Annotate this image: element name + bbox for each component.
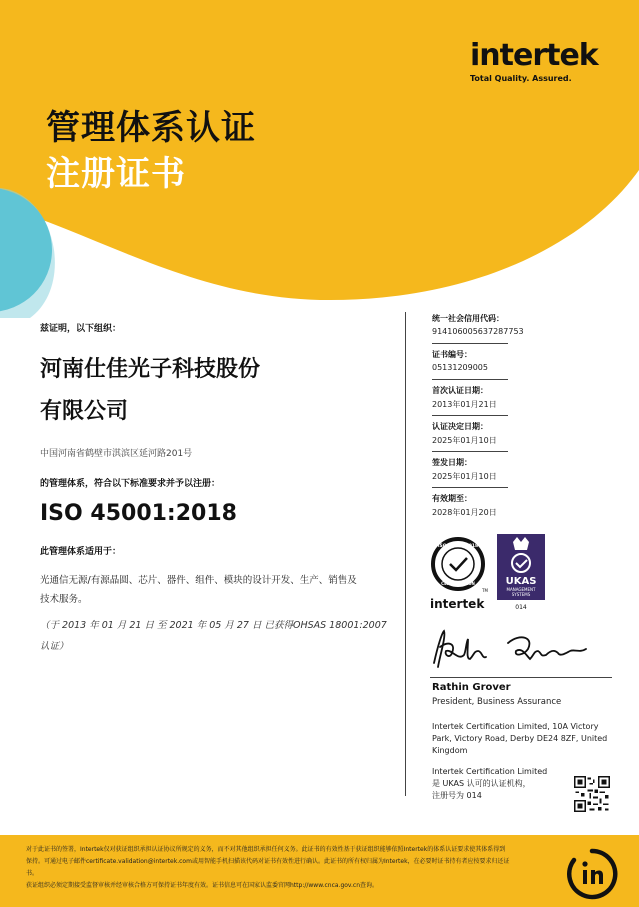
company-address: 中国河南省鹤壁市淇滨区延河路201号 bbox=[40, 449, 193, 459]
accreditation-line3: 注册号为 014 bbox=[432, 791, 482, 800]
verification-qr-code-icon[interactable] bbox=[574, 776, 610, 812]
intertek-small-logo: intertek bbox=[430, 597, 485, 611]
signatory-title: President, Business Assurance bbox=[432, 697, 562, 707]
iso-badge-tm: TM bbox=[482, 588, 488, 593]
ukas-number: 014 bbox=[515, 604, 527, 611]
detail-label: 有效期至： bbox=[432, 494, 472, 503]
detail-value: 2013年01月21日 bbox=[432, 400, 497, 409]
footer-line4: 获证组织必须定期接受监督审核并经审核合格方可保持证书年度有效。证书信息可在国家认监委官网http://www.cnca.gov.cn查询。 bbox=[26, 882, 379, 889]
accreditation-line1: Intertek Certification Limited bbox=[432, 767, 548, 776]
company-name-line1: 河南仕佳光子科技股份 bbox=[40, 357, 261, 382]
iso-badge-bottom-text: CERTIFICATION bbox=[441, 581, 475, 586]
detail-label: 首次认证日期： bbox=[432, 386, 488, 395]
detail-decision-date bbox=[432, 421, 497, 446]
ukas-sub2: SYSTEMS bbox=[511, 592, 531, 597]
ukas-accreditation-mark bbox=[497, 534, 545, 612]
scope-text-line1: 光通信无源/有源晶圆、芯片、器件、组件、模块的设计开发、生产、销售及 bbox=[40, 575, 357, 586]
intertek-circle-logo-icon bbox=[566, 848, 618, 900]
iso-badge-top-text: ISO 45001:2018 bbox=[437, 544, 479, 549]
detail-value: 914106005637287753 bbox=[432, 327, 524, 336]
certificate-title-line2: 注册证书 bbox=[46, 154, 186, 194]
intertek-logo bbox=[470, 40, 598, 83]
standard-title: ISO 45001:2018 bbox=[40, 501, 237, 526]
issuer-address-line1: Intertek Certification Limited, 10A Victory bbox=[432, 722, 599, 731]
scope-label: 此管理体系适用于： bbox=[40, 547, 122, 557]
logo-tagline: Total Quality. Assured. bbox=[470, 74, 572, 83]
issuer-address-line2: Park, Victory Road, Derby DE24 8ZF, United bbox=[432, 734, 608, 743]
detail-label: 签发日期： bbox=[432, 458, 472, 467]
footer-line2: 保持。可通过电子邮件certificate.validation@intertek.com或用智能手机扫描该代码对证书有效性进行确认。此证书的所有权归属为Intertek，在必要时证书持有者应按要求归还证 bbox=[26, 858, 510, 865]
detail-issue-date bbox=[432, 457, 497, 482]
note-line2: 认证） bbox=[40, 641, 69, 652]
scope-text-line2: 技术服务。 bbox=[40, 594, 88, 605]
detail-divider bbox=[432, 415, 508, 416]
detail-value: 2025年01月10日 bbox=[432, 436, 497, 445]
ukas-name: UKAS bbox=[505, 576, 537, 587]
ukas-sub1: MANAGEMENT bbox=[506, 587, 536, 592]
detail-first-date bbox=[432, 385, 497, 410]
footer-line1: 对于此证书的签署，Intertek仅对获证组织承担认证协议所规定的义务，而不对其他组织承担任何义务。此证书的有效性基于获证组织能够依照Intertek的体系认证要求使其体系得到 bbox=[26, 846, 506, 853]
detail-label: 认证决定日期： bbox=[432, 422, 488, 431]
column-divider bbox=[405, 312, 406, 796]
logo-wordmark: intertek bbox=[470, 38, 598, 73]
signatory-name: Rathin Grover bbox=[432, 682, 511, 693]
detail-certificate-number bbox=[432, 349, 488, 372]
detail-credit-code bbox=[432, 313, 524, 336]
detail-label: 证书编号： bbox=[432, 350, 472, 359]
issuer-address bbox=[432, 721, 607, 757]
detail-value: 2028年01月20日 bbox=[432, 508, 497, 517]
detail-divider bbox=[432, 487, 508, 488]
accreditation-info bbox=[432, 766, 547, 802]
footer-disclaimer bbox=[26, 844, 546, 892]
detail-expiry-date bbox=[432, 493, 497, 518]
detail-value: 05131209005 bbox=[432, 363, 488, 372]
detail-divider bbox=[432, 379, 508, 380]
detail-label: 统一社会信用代码： bbox=[432, 314, 504, 323]
handwritten-signature bbox=[430, 625, 600, 675]
issuer-address-line3: Kingdom bbox=[432, 746, 468, 755]
detail-divider bbox=[432, 451, 508, 452]
detail-divider bbox=[432, 343, 508, 344]
note-line1: （于 2013 年 01 月 21 日 至 2021 年 05 月 27 日 已获得OHSAS 18001:2007 bbox=[40, 620, 387, 631]
detail-value: 2025年01月10日 bbox=[432, 472, 497, 481]
company-name-line2: 有限公司 bbox=[40, 399, 129, 424]
signature-line bbox=[430, 677, 612, 678]
statement-text: 的管理体系，符合以下标准要求并予以注册： bbox=[40, 479, 221, 489]
certificate-title-line1: 管理体系认证 bbox=[46, 108, 256, 148]
intro-text: 兹证明，以下组织： bbox=[40, 324, 122, 334]
iso-45001-badge-icon bbox=[428, 536, 492, 596]
accreditation-line2: 是 UKAS 认可的认证机构， bbox=[432, 779, 531, 788]
footer-line3: 书。 bbox=[26, 870, 39, 877]
